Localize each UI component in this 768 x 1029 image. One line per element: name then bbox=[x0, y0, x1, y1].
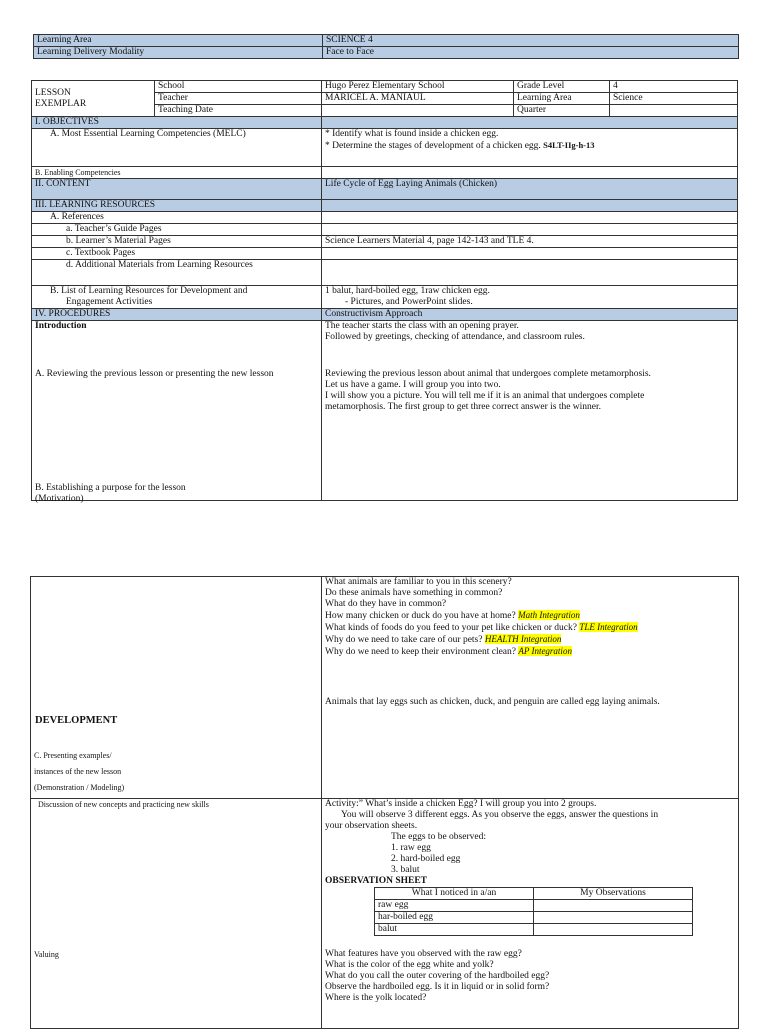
school-value: Hugo Perez Elementary School bbox=[322, 81, 514, 93]
health-integration-tag: HEALTH Integration bbox=[484, 634, 562, 644]
table-row bbox=[34, 47, 739, 59]
table-row bbox=[32, 129, 738, 167]
table-row bbox=[375, 900, 693, 912]
melc-label: A. Most Essential Learning Competencies (MELC) bbox=[32, 129, 322, 167]
teachers-guide-label: a. Teacher’s Guide Pages bbox=[32, 224, 322, 236]
teaching-date-label: Teaching Date bbox=[155, 105, 322, 117]
quarter-label: Quarter bbox=[514, 105, 610, 117]
learning-area-label: Learning Area bbox=[34, 35, 323, 47]
valuing-label: Valuing bbox=[34, 950, 59, 959]
table-row bbox=[375, 912, 693, 924]
development-left-column bbox=[31, 577, 322, 799]
development-heading: DEVELOPMENT bbox=[35, 715, 118, 726]
table-row bbox=[32, 260, 738, 286]
learners-material-label: b. Learner’s Material Pages bbox=[32, 236, 322, 248]
procedures-right-column: The teacher starts the class with an opening prayer. Followed by greetings, checking of attendance, and classroom rules. Reviewing the previous lesson about animal that undergoes complete metamorphosis. Let us have a game. I will group you into two. I will show you a picture. You will tell me if it is an animal that undergoes complete metamorphosis. The first group to get three correct answer is the winner. bbox=[322, 321, 738, 501]
lesson-exemplar-title: LESSON EXEMPLAR bbox=[32, 81, 155, 117]
table-row bbox=[34, 35, 739, 47]
table-row bbox=[31, 577, 739, 799]
delivery-modality-label: Learning Delivery Modality bbox=[34, 47, 323, 59]
list-of-resources-value: 1 balut, hard-boiled egg, 1raw chicken egg. - Pictures, and PowerPoint slides. bbox=[322, 286, 738, 309]
list-of-resources-label: B. List of Learning Resources for Development and Engagement Activities bbox=[32, 286, 322, 309]
procedures-left-column bbox=[32, 321, 322, 504]
discussion-left-column bbox=[31, 799, 322, 1029]
development-right-column: What animals are familiar to you in this scenery? Do these animals have something in common? What do they have in common? How many chicken or duck do you have at home? Math Integration What kinds of foods do you feed to your pet like chicken or duck? TLE Integration Why do we need to take care of our pets? HEALTH Integration Why do we need to keep their environment clean? AP Integration Animals that lay eggs such as chicken, duck, and penguin are called egg laying animals. bbox=[322, 577, 739, 799]
enabling-competencies-label: B. Enabling Competencies bbox=[32, 167, 322, 179]
learning-area-label: Learning Area bbox=[514, 93, 610, 105]
tle-integration-tag: TLE Integration bbox=[579, 622, 638, 632]
table-row bbox=[31, 799, 739, 1029]
school-label: School bbox=[155, 81, 322, 93]
learning-area-value: Science bbox=[610, 93, 738, 105]
table-row bbox=[32, 212, 738, 224]
obs-cell[interactable] bbox=[534, 912, 693, 924]
introduction-label: Introduction bbox=[35, 321, 87, 331]
approach-value: Constructivism Approach bbox=[322, 309, 738, 321]
references-label: A. References bbox=[32, 212, 322, 224]
table-row bbox=[32, 117, 738, 129]
table-row bbox=[32, 200, 738, 212]
egg-laying-definition: Animals that lay eggs such as chicken, duck, and penguin are called egg laying animals. bbox=[325, 697, 660, 707]
table-row bbox=[32, 81, 738, 93]
objectives-heading: I. OBJECTIVES bbox=[32, 117, 322, 129]
grade-level-value: 4 bbox=[610, 81, 738, 93]
learning-area-value: SCIENCE 4 bbox=[323, 35, 739, 47]
melc-code: S4LT-IIg-h-13 bbox=[543, 140, 595, 150]
discussion-label: Discussion of new concepts and practicing new skills bbox=[38, 800, 209, 809]
presenting-examples-label: C. Presenting examples/ instances of the new lesson (Demonstration / Modeling) bbox=[34, 751, 125, 792]
grade-level-label: Grade Level bbox=[514, 81, 610, 93]
teaching-date-value bbox=[322, 105, 514, 117]
obs-row-label: har-boiled egg bbox=[375, 912, 534, 924]
teacher-label: Teacher bbox=[155, 93, 322, 105]
additional-materials-label: d. Additional Materials from Learning Resources bbox=[32, 260, 322, 286]
development-table bbox=[30, 576, 739, 1029]
obs-col2-header: My Observations bbox=[534, 888, 693, 900]
table-row bbox=[32, 224, 738, 236]
table-row bbox=[32, 309, 738, 321]
table-row bbox=[375, 924, 693, 936]
obs-cell[interactable] bbox=[534, 900, 693, 912]
purpose-label: B. Establishing a purpose for the lesson (Motivation) bbox=[35, 483, 186, 504]
table-row bbox=[32, 286, 738, 309]
obs-cell[interactable] bbox=[534, 924, 693, 936]
activity-column: Activity:” What’s inside a chicken Egg? I will group you into 2 groups. You will observe 3 different eggs. As you observe the eggs, answer the questions in your observation sheets. The eggs to be observed: 1. raw egg 2. hard-boiled egg 3. balut OBSERVATION SHEET What I noticed in a/an My Observations raw egg har-boiled egg balut What features have you observed with the raw egg? What is the color of the egg white and yolk? What do you call the outer covering of the hardboiled egg? Observe the hardboiled egg. Is it in liquid or in solid form? Where is the yolk located? bbox=[322, 799, 739, 1029]
melc-value: * Identify what is found inside a chicken egg. * Determine the stages of development of a chicken egg. S4LT-IIg-h-13 bbox=[322, 129, 738, 167]
table-row bbox=[32, 236, 738, 248]
learning-resources-heading: III. LEARNING RESOURCES bbox=[32, 200, 322, 212]
content-heading: II. CONTENT bbox=[32, 179, 322, 200]
math-integration-tag: Math Integration bbox=[518, 610, 580, 620]
obs-row-label: raw egg bbox=[375, 900, 534, 912]
obs-col1-header: What I noticed in a/an bbox=[375, 888, 534, 900]
table-row bbox=[32, 321, 738, 501]
procedures-heading: IV. PROCEDURES bbox=[32, 309, 322, 321]
table-row bbox=[32, 167, 738, 179]
quarter-value bbox=[610, 105, 738, 117]
table-row bbox=[32, 179, 738, 200]
observation-sheet-table bbox=[374, 887, 693, 936]
textbook-pages-label: c. Textbook Pages bbox=[32, 248, 322, 260]
top-info-table bbox=[33, 34, 739, 59]
table-row bbox=[375, 888, 693, 900]
learners-material-value: Science Learners Material 4, page 142-143 and TLE 4. bbox=[322, 236, 738, 248]
observation-sheet-title: OBSERVATION SHEET bbox=[325, 876, 428, 886]
reviewing-label: A. Reviewing the previous lesson or presenting the new lesson bbox=[35, 369, 274, 379]
content-value: Life Cycle of Egg Laying Animals (Chicken) bbox=[322, 179, 738, 200]
delivery-modality-value: Face to Face bbox=[323, 47, 739, 59]
ap-integration-tag: AP Integration bbox=[518, 646, 572, 656]
table-row bbox=[32, 248, 738, 260]
obs-row-label: balut bbox=[375, 924, 534, 936]
lesson-exemplar-table bbox=[31, 80, 738, 504]
teacher-value: MARICEL A. MANIAUL bbox=[322, 93, 514, 105]
